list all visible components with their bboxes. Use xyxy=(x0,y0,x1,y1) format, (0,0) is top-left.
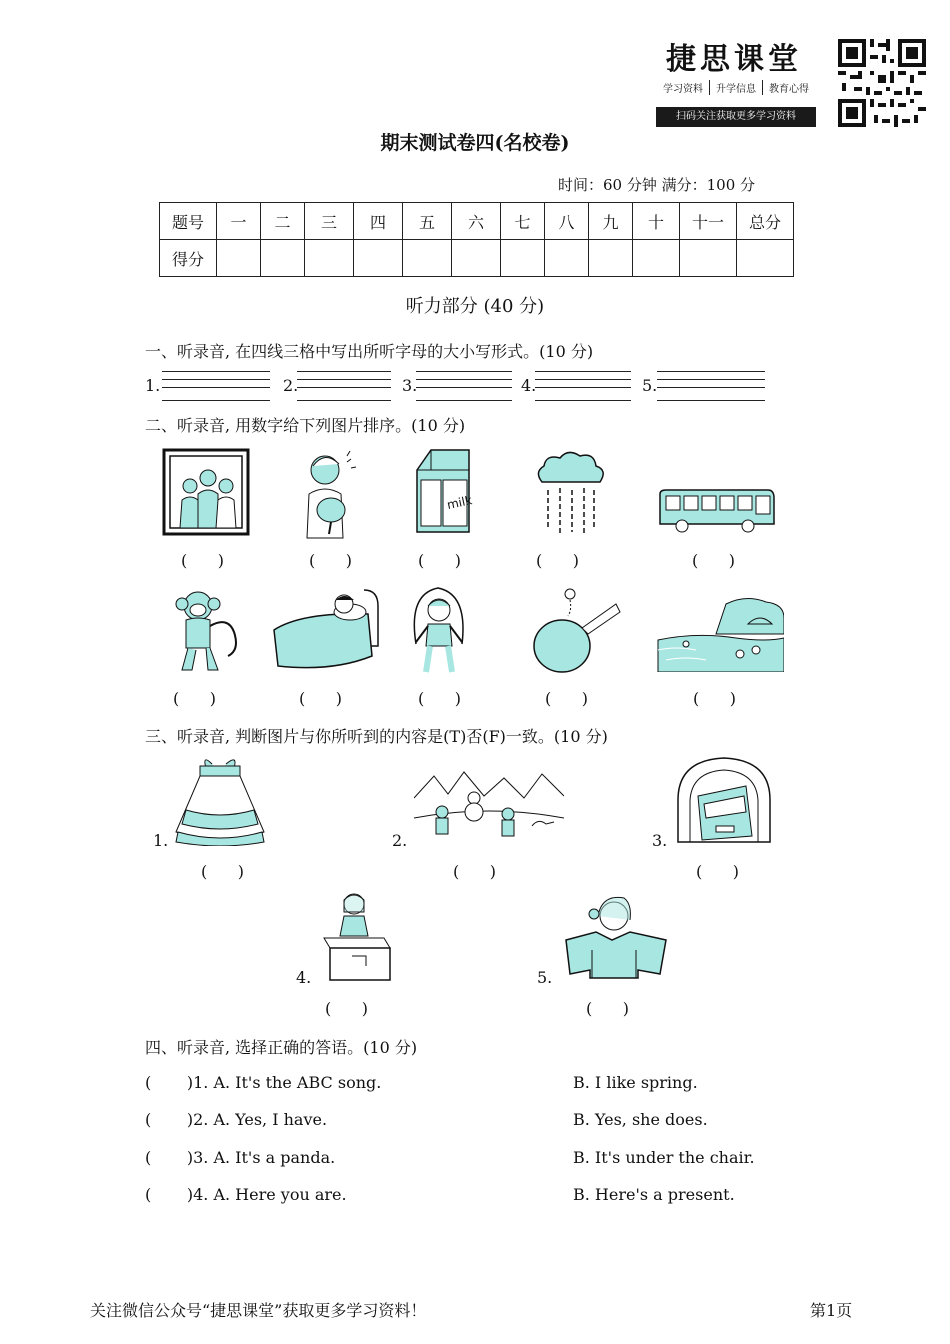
footer-note: 关注微信公众号“捷思课堂”获取更多学习资料！ xyxy=(90,1301,427,1320)
table-cell: 七 xyxy=(501,203,545,240)
rain-cloud-icon xyxy=(532,448,608,538)
qr-code-icon[interactable] xyxy=(838,39,926,127)
table-cell: 总分 xyxy=(737,203,794,240)
q3-item-number: 2. xyxy=(392,831,408,850)
girl-in-bed-icon xyxy=(272,586,380,674)
score-input-cell[interactable] xyxy=(633,240,680,277)
score-table-score-row xyxy=(160,240,794,277)
table-cell: 八 xyxy=(545,203,589,240)
q1-item-number: 3. xyxy=(402,376,418,395)
four-line-grid[interactable] xyxy=(535,371,631,401)
q4-option-b: B. It's under the chair. xyxy=(573,1148,755,1167)
answer-paren[interactable]: ( ) xyxy=(693,689,736,708)
score-input-cell[interactable] xyxy=(261,240,305,277)
four-line-grid[interactable] xyxy=(297,371,391,401)
q4-option-b: B. Here's a present. xyxy=(573,1185,735,1204)
girl-with-shirt-icon xyxy=(562,890,670,982)
brand-tag: 教育心得 xyxy=(769,84,809,95)
answer-paren[interactable]: ( ) xyxy=(696,862,739,881)
q4-item[interactable] xyxy=(145,1110,327,1129)
q4-option-a: A. It's the ABC song. xyxy=(213,1073,382,1092)
answer-paren[interactable]: ( ) xyxy=(545,689,588,708)
exam-title: 期末测试卷四(名校卷) xyxy=(380,132,570,154)
q3-item-number: 4. xyxy=(296,968,312,987)
monkey-icon xyxy=(168,586,248,676)
svg-text:milk: milk xyxy=(445,493,473,513)
girl-on-box-icon xyxy=(318,890,394,986)
q3-item-number: 3. xyxy=(652,831,668,850)
four-line-grid[interactable] xyxy=(162,371,270,401)
score-input-cell[interactable] xyxy=(305,240,354,277)
brand-name: 捷思课堂 xyxy=(666,42,802,77)
four-line-grid[interactable] xyxy=(657,371,765,401)
score-input-cell[interactable] xyxy=(545,240,589,277)
table-cell: 六 xyxy=(452,203,501,240)
q4-item-number[interactable]: ( )3. xyxy=(145,1148,209,1167)
page-number: 第1页 xyxy=(810,1301,853,1320)
table-cell: 得分 xyxy=(160,240,217,277)
q4-option-b: B. I like spring. xyxy=(573,1073,698,1092)
skirt-icon xyxy=(172,754,268,846)
bus-icon xyxy=(656,488,778,534)
score-input-cell[interactable] xyxy=(589,240,633,277)
score-input-cell[interactable] xyxy=(217,240,261,277)
answer-paren[interactable]: ( ) xyxy=(309,551,352,570)
q1-item-number: 2. xyxy=(283,376,299,395)
snow-scene-icon xyxy=(414,768,564,842)
q4-option-a: A. It's a panda. xyxy=(213,1148,336,1167)
answer-paren[interactable]: ( ) xyxy=(692,551,735,570)
beach-scene-icon xyxy=(656,594,784,672)
listening-section-title: 听力部分 (40 分) xyxy=(405,296,545,317)
q3-item-number: 1. xyxy=(153,831,169,850)
brand-tag: 升学信息 xyxy=(710,80,763,95)
q1-item-number: 1. xyxy=(145,376,161,395)
boy-with-fan-icon xyxy=(293,448,363,540)
q4-option-a: A. Yes, I have. xyxy=(213,1110,328,1129)
ping-pong-paddle-icon xyxy=(530,584,622,676)
q1-title: 一、听录音, 在四线三格中写出所听字母的大小写形式。(10 分) xyxy=(145,342,594,361)
q4-title: 四、听录音, 选择正确的答语。(10 分) xyxy=(145,1038,418,1057)
q1-item-number: 5. xyxy=(642,376,658,395)
score-input-cell[interactable] xyxy=(737,240,794,277)
milk-carton-icon xyxy=(413,446,473,536)
q4-item[interactable] xyxy=(145,1185,347,1204)
brand-tags xyxy=(657,80,815,95)
score-input-cell[interactable] xyxy=(680,240,737,277)
brand-banner: 扫码关注获取更多学习资料 xyxy=(656,107,816,127)
score-input-cell[interactable] xyxy=(403,240,452,277)
table-cell: 三 xyxy=(305,203,354,240)
q4-item-number[interactable]: ( )4. xyxy=(145,1185,209,1204)
table-cell: 一 xyxy=(217,203,261,240)
answer-paren[interactable]: ( ) xyxy=(299,689,342,708)
q2-title: 二、听录音, 用数字给下列图片排序。(10 分) xyxy=(145,416,466,435)
q4-item-number[interactable]: ( )1. xyxy=(145,1073,209,1092)
score-table xyxy=(159,202,794,277)
score-input-cell[interactable] xyxy=(354,240,403,277)
table-cell: 九 xyxy=(589,203,633,240)
q4-option-a: A. Here you are. xyxy=(213,1185,347,1204)
q4-item[interactable] xyxy=(145,1073,381,1092)
score-input-cell[interactable] xyxy=(452,240,501,277)
table-cell: 十 xyxy=(633,203,680,240)
bus-in-tunnel-icon xyxy=(676,756,772,844)
answer-paren[interactable]: ( ) xyxy=(181,551,224,570)
q4-item-number[interactable]: ( )2. xyxy=(145,1110,209,1129)
table-cell: 题号 xyxy=(160,203,217,240)
answer-paren[interactable]: ( ) xyxy=(418,551,461,570)
family-photo-icon xyxy=(162,448,250,536)
score-table-header-row xyxy=(160,203,794,240)
answer-paren[interactable]: ( ) xyxy=(173,689,216,708)
answer-paren[interactable]: ( ) xyxy=(536,551,579,570)
time-info: 时间：60 分钟 满分：100 分 xyxy=(558,176,756,194)
score-input-cell[interactable] xyxy=(501,240,545,277)
table-cell: 十一 xyxy=(680,203,737,240)
answer-paren[interactable]: ( ) xyxy=(586,999,629,1018)
four-line-grid[interactable] xyxy=(416,371,512,401)
answer-paren[interactable]: ( ) xyxy=(453,862,496,881)
table-cell: 四 xyxy=(354,203,403,240)
q3-title: 三、听录音, 判断图片与你所听到的内容是(T)否(F)一致。(10 分) xyxy=(145,727,608,746)
answer-paren[interactable]: ( ) xyxy=(418,689,461,708)
q4-option-b: B. Yes, she does. xyxy=(573,1110,708,1129)
answer-paren[interactable]: ( ) xyxy=(201,862,244,881)
answer-paren[interactable]: ( ) xyxy=(325,999,368,1018)
boy-skipping-rope-icon xyxy=(408,584,470,678)
q4-item[interactable] xyxy=(145,1148,335,1167)
q1-item-number: 4. xyxy=(521,376,537,395)
q3-item-number: 5. xyxy=(537,968,553,987)
brand-tag: 学习资料 xyxy=(657,80,710,95)
table-cell: 二 xyxy=(261,203,305,240)
table-cell: 五 xyxy=(403,203,452,240)
